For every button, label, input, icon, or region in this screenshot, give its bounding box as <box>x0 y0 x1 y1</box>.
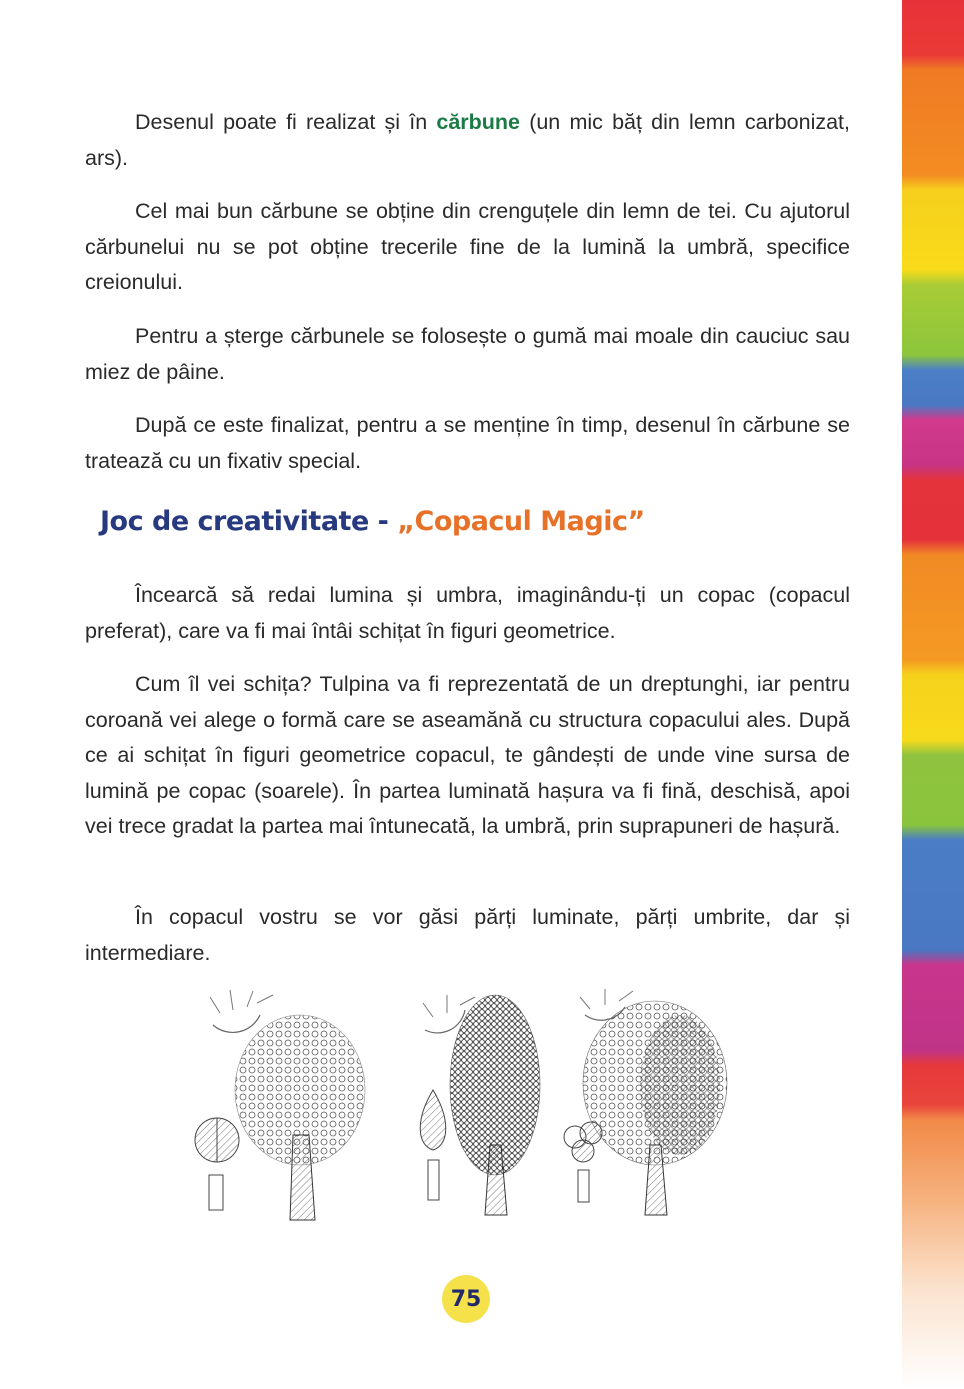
tree-drawing-illustration <box>185 985 760 1235</box>
paragraph-tree-parts: În copacul vostru se vor găsi părți luminate, părți umbrite, dar și intermediare. <box>85 905 850 965</box>
page-number-badge: 75 <box>442 1275 490 1323</box>
trunk-rectangle-sketch <box>209 1175 223 1210</box>
trunk-rectangle-sketch <box>428 1160 439 1200</box>
rainbow-stripe-decoration <box>902 0 964 1389</box>
paragraph-text: (un mic băț din lemn carbonizat, ars). <box>85 110 851 170</box>
paragraph-charcoal <box>85 105 850 176</box>
heading-prefix: Joc de creativitate - <box>100 506 398 537</box>
crown-shadow <box>640 1015 720 1155</box>
paragraph-try: Încearcă să redai lumina și umbra, imaginându-ți un copac (copacul preferat), care va fi mai întâi schițat în figuri geometrice. <box>85 583 850 643</box>
section-heading <box>100 506 645 537</box>
paragraph-erase: Pentru a șterge cărbunele se folosește o gumă mai moale din cauciuc sau miez de pâine. <box>85 324 850 384</box>
paragraph-sketch: Cum îl vei schița? Tulpina va fi reprezentată de un dreptunghi, iar pentru coroană vei alege o formă care se aseamănă cu structura copacului ales. După ce ai schițat în figuri geometrice copacul, te gândești de unde vine sursa de lumină pe copac (soarele). În partea luminată hașura va fi fină, deschisă, apoi vei trece gradat la partea mai întunecată, la umbră, prin suprapuneri de hașură. <box>85 672 850 839</box>
paragraph-fixative: După ce este finalizat, pentru a se menține în timp, desenul în cărbune se tratează cu un fixativ special. <box>85 413 850 473</box>
paragraph-best-charcoal: Cel mai bun cărbune se obține din crenguțele din lemn de tei. Cu ajutorul cărbunelui nu se pot obține trecerile fine de la lumină la umbră, specifice creionului. <box>85 199 850 295</box>
trunk-rectangle-sketch <box>578 1170 589 1202</box>
paragraph-text: Desenul poate fi realizat și în <box>135 110 437 134</box>
heading-title: „Copacul Magic” <box>397 506 645 537</box>
highlight-term: cărbune <box>436 110 520 134</box>
sun-icon <box>210 990 273 1032</box>
crown-leaf-sketch <box>420 1090 446 1150</box>
